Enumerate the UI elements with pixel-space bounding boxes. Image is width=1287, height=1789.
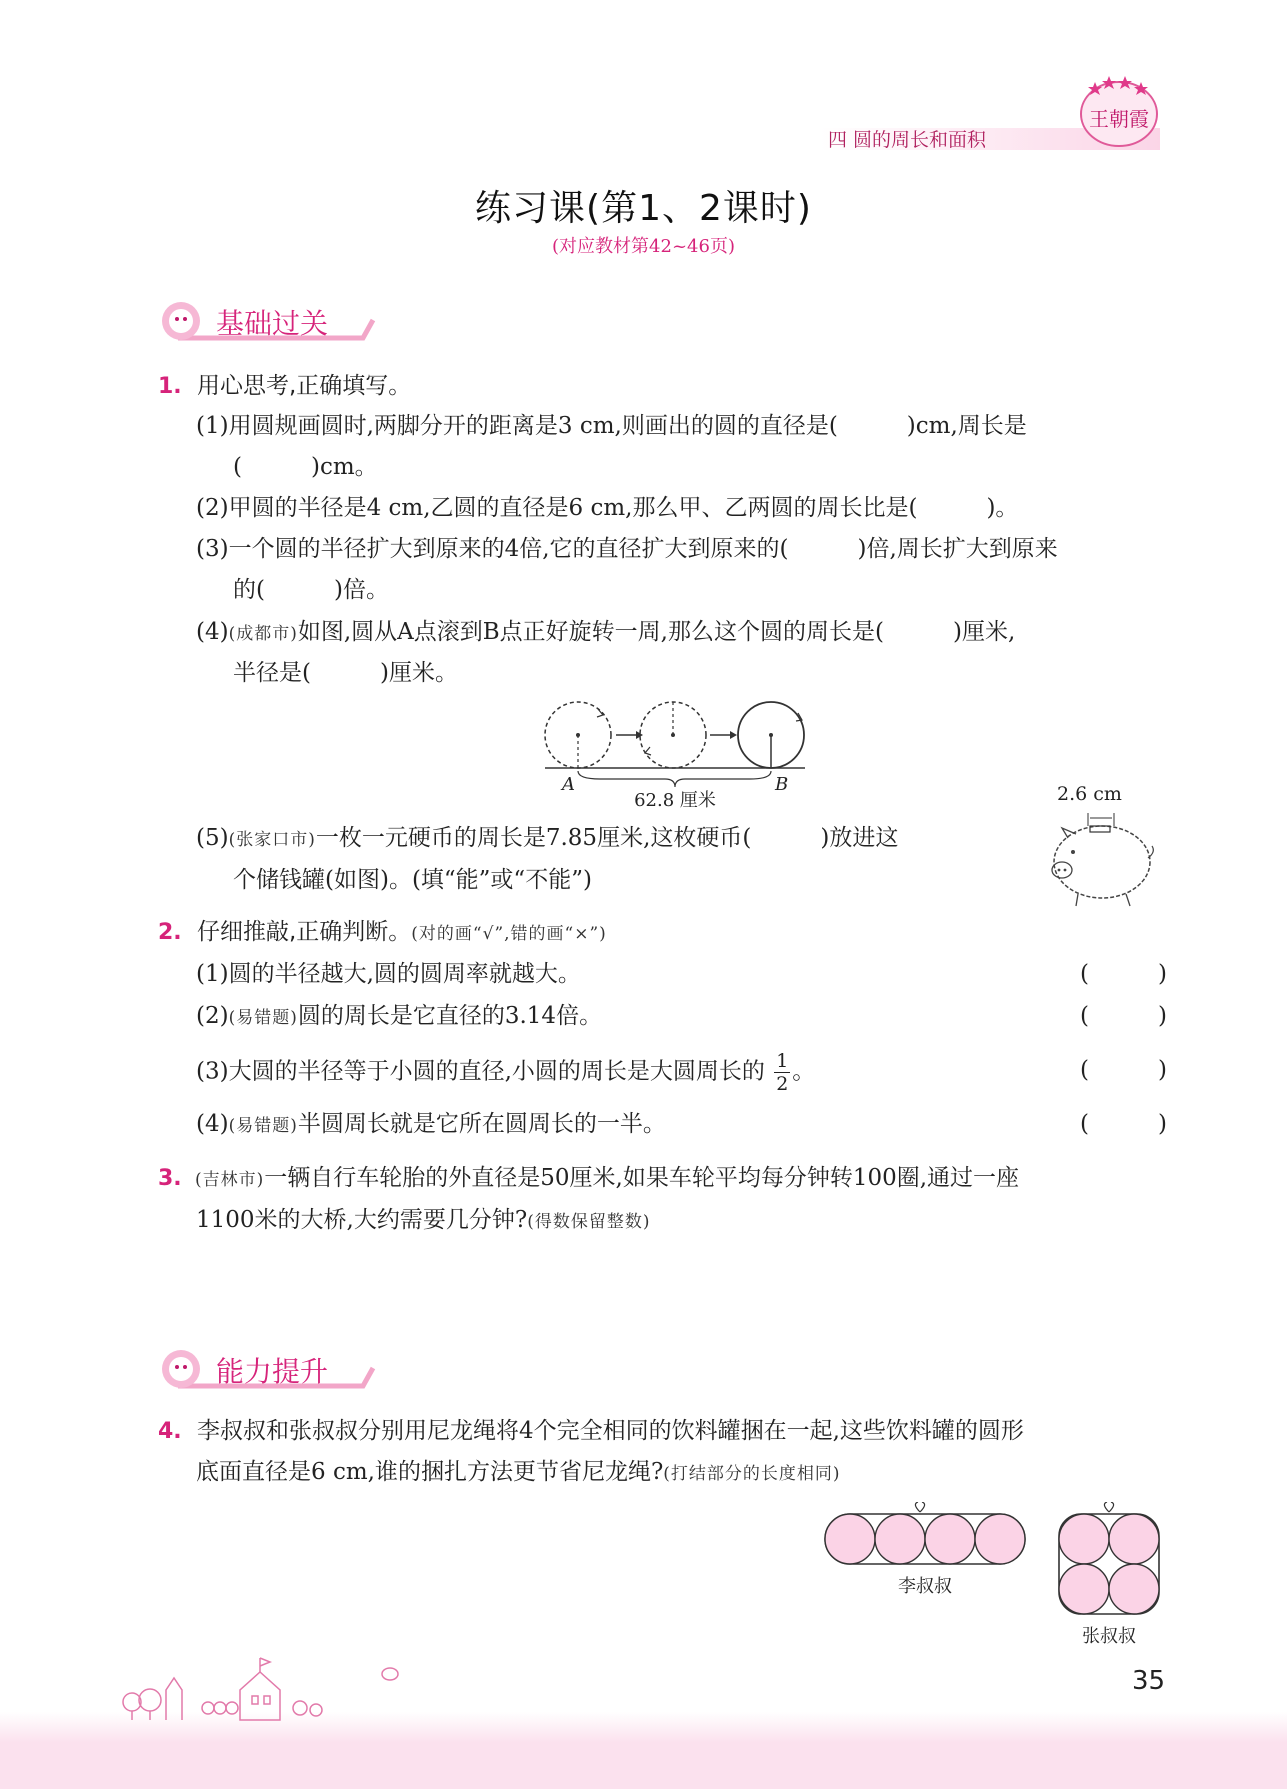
question-number: 2. (158, 920, 182, 945)
q1-item-4-line2: 半径是( )厘米。 (233, 660, 458, 686)
question-note: (得数保留整数) (527, 1212, 651, 1232)
q2-item-3 (196, 1050, 815, 1095)
label-zhang: 张叔叔 (1082, 1626, 1136, 1647)
slot-width-label: 2.6 cm (1057, 783, 1122, 805)
page-subtitle: (对应教材第42~46页) (552, 236, 735, 257)
distance-label: 62.8 厘米 (634, 790, 716, 811)
piggy-bank-icon (1040, 810, 1160, 910)
question-text: 李叔叔和张叔叔分别用尼龙绳将4个完全相同的饮料罐捆在一起,这些饮料罐的圆形 (196, 1418, 1024, 1444)
item-text: (3)大圆的半径等于小圆的直径,小圆的周长是大圆周长的 (196, 1058, 765, 1085)
question-note: (对的画“√”,错的画“×”) (411, 924, 607, 944)
q2-item-4 (196, 1104, 666, 1147)
question-1 (158, 366, 411, 407)
item-text: 如图,圆从A点滚到B点正好旋转一周,那么这个圆的周长是( )厘米, (297, 619, 1016, 645)
logo-text: 王朝霞 (1089, 107, 1149, 131)
label-a: A (562, 774, 575, 795)
item-prefix: (5) (196, 825, 229, 851)
q1-item-1-line1: (1)用圆规画圆时,两脚分开的距离是3 cm,则画出的圆的直径是( )cm,周长是 (196, 413, 1027, 439)
cans-figure-li (820, 1502, 1030, 1602)
source-tag: (易错题) (228, 1008, 298, 1028)
page-title: 练习课(第1、2课时) (475, 188, 812, 229)
fraction (774, 1050, 790, 1095)
question-4-line2 (196, 1452, 841, 1495)
publisher-logo (1075, 70, 1163, 152)
source-tag: (吉林市) (194, 1170, 265, 1190)
question-3-line1 (158, 1158, 1019, 1201)
item-text: 半圆周长就是它所在圆周长的一半。 (297, 1111, 666, 1137)
question-text: 1100米的大桥,大约需要几分钟? (196, 1207, 528, 1233)
footer-band (0, 1712, 1287, 1789)
source-tag: (易错题) (228, 1116, 298, 1136)
label-b: B (775, 774, 789, 795)
question-3-line2 (196, 1200, 650, 1243)
rolling-circle-figure (540, 695, 820, 815)
label-li: 李叔叔 (898, 1576, 952, 1597)
chapter-title: 四 圆的周长和面积 (828, 129, 987, 151)
page-number: 35 (1132, 1666, 1166, 1696)
item-prefix: (4) (196, 619, 229, 645)
question-number: 1. (158, 374, 182, 399)
q1-item-5-line1 (196, 818, 898, 861)
fraction-numerator: 1 (776, 1050, 789, 1072)
q1-item-3-line1: (3)一个圆的半径扩大到原来的4倍,它的直径扩大到原来的( )倍,周长扩大到原来 (196, 536, 1058, 562)
q2-item-1: (1)圆的半径越大,圆的圆周率就越大。 (196, 961, 581, 987)
q2-item-1-answer[interactable]: ( ) (1080, 961, 1167, 987)
question-text: 一辆自行车轮胎的外直径是50厘米,如果车轮平均每分钟转100圈,通过一座 (264, 1165, 1020, 1191)
question-number: 4. (158, 1419, 182, 1444)
q1-item-4-line1 (196, 612, 1015, 655)
cans-figure-zhang (1054, 1502, 1164, 1652)
q1-item-3-line2: 的( )倍。 (233, 577, 389, 603)
section-label-basic: 基础过关 (216, 307, 329, 340)
question-heading: 仔细推敲,正确判断。 (196, 919, 412, 945)
item-text: 一枚一元硬币的周长是7.85厘米,这枚硬币( )放进这 (315, 825, 899, 851)
item-prefix: (2) (196, 1003, 229, 1029)
question-note: (打结部分的长度相同) (663, 1464, 841, 1484)
q2-item-4-answer[interactable]: ( ) (1080, 1111, 1167, 1137)
question-text: 底面直径是6 cm,谁的捆扎方法更节省尼龙绳? (196, 1459, 664, 1485)
q2-item-3-answer[interactable]: ( ) (1080, 1057, 1167, 1083)
section-label-advanced: 能力提升 (216, 1355, 329, 1388)
footer-castle-decoration (120, 1650, 410, 1722)
question-4-line1 (158, 1411, 1024, 1452)
item-text: 圆的周长是它直径的3.14倍。 (297, 1003, 603, 1029)
q2-item-2-answer[interactable]: ( ) (1080, 1003, 1167, 1029)
question-2 (158, 912, 607, 955)
question-number: 3. (158, 1166, 182, 1191)
fraction-denominator: 2 (776, 1073, 789, 1095)
item-prefix: (4) (196, 1111, 229, 1137)
source-tag: (成都市) (228, 624, 298, 644)
q1-item-1-line2: ( )cm。 (233, 454, 378, 480)
item-end: 。 (792, 1058, 816, 1085)
question-heading: 用心思考,正确填写。 (196, 373, 412, 399)
q2-item-2 (196, 996, 602, 1039)
q1-item-5-line2: 个储钱罐(如图)。(填“能”或“不能”) (233, 867, 592, 893)
source-tag: (张家口市) (228, 830, 316, 850)
q1-item-2-line1: (2)甲圆的半径是4 cm,乙圆的直径是6 cm,那么甲、乙两圆的周长比是( )。 (196, 495, 1019, 521)
